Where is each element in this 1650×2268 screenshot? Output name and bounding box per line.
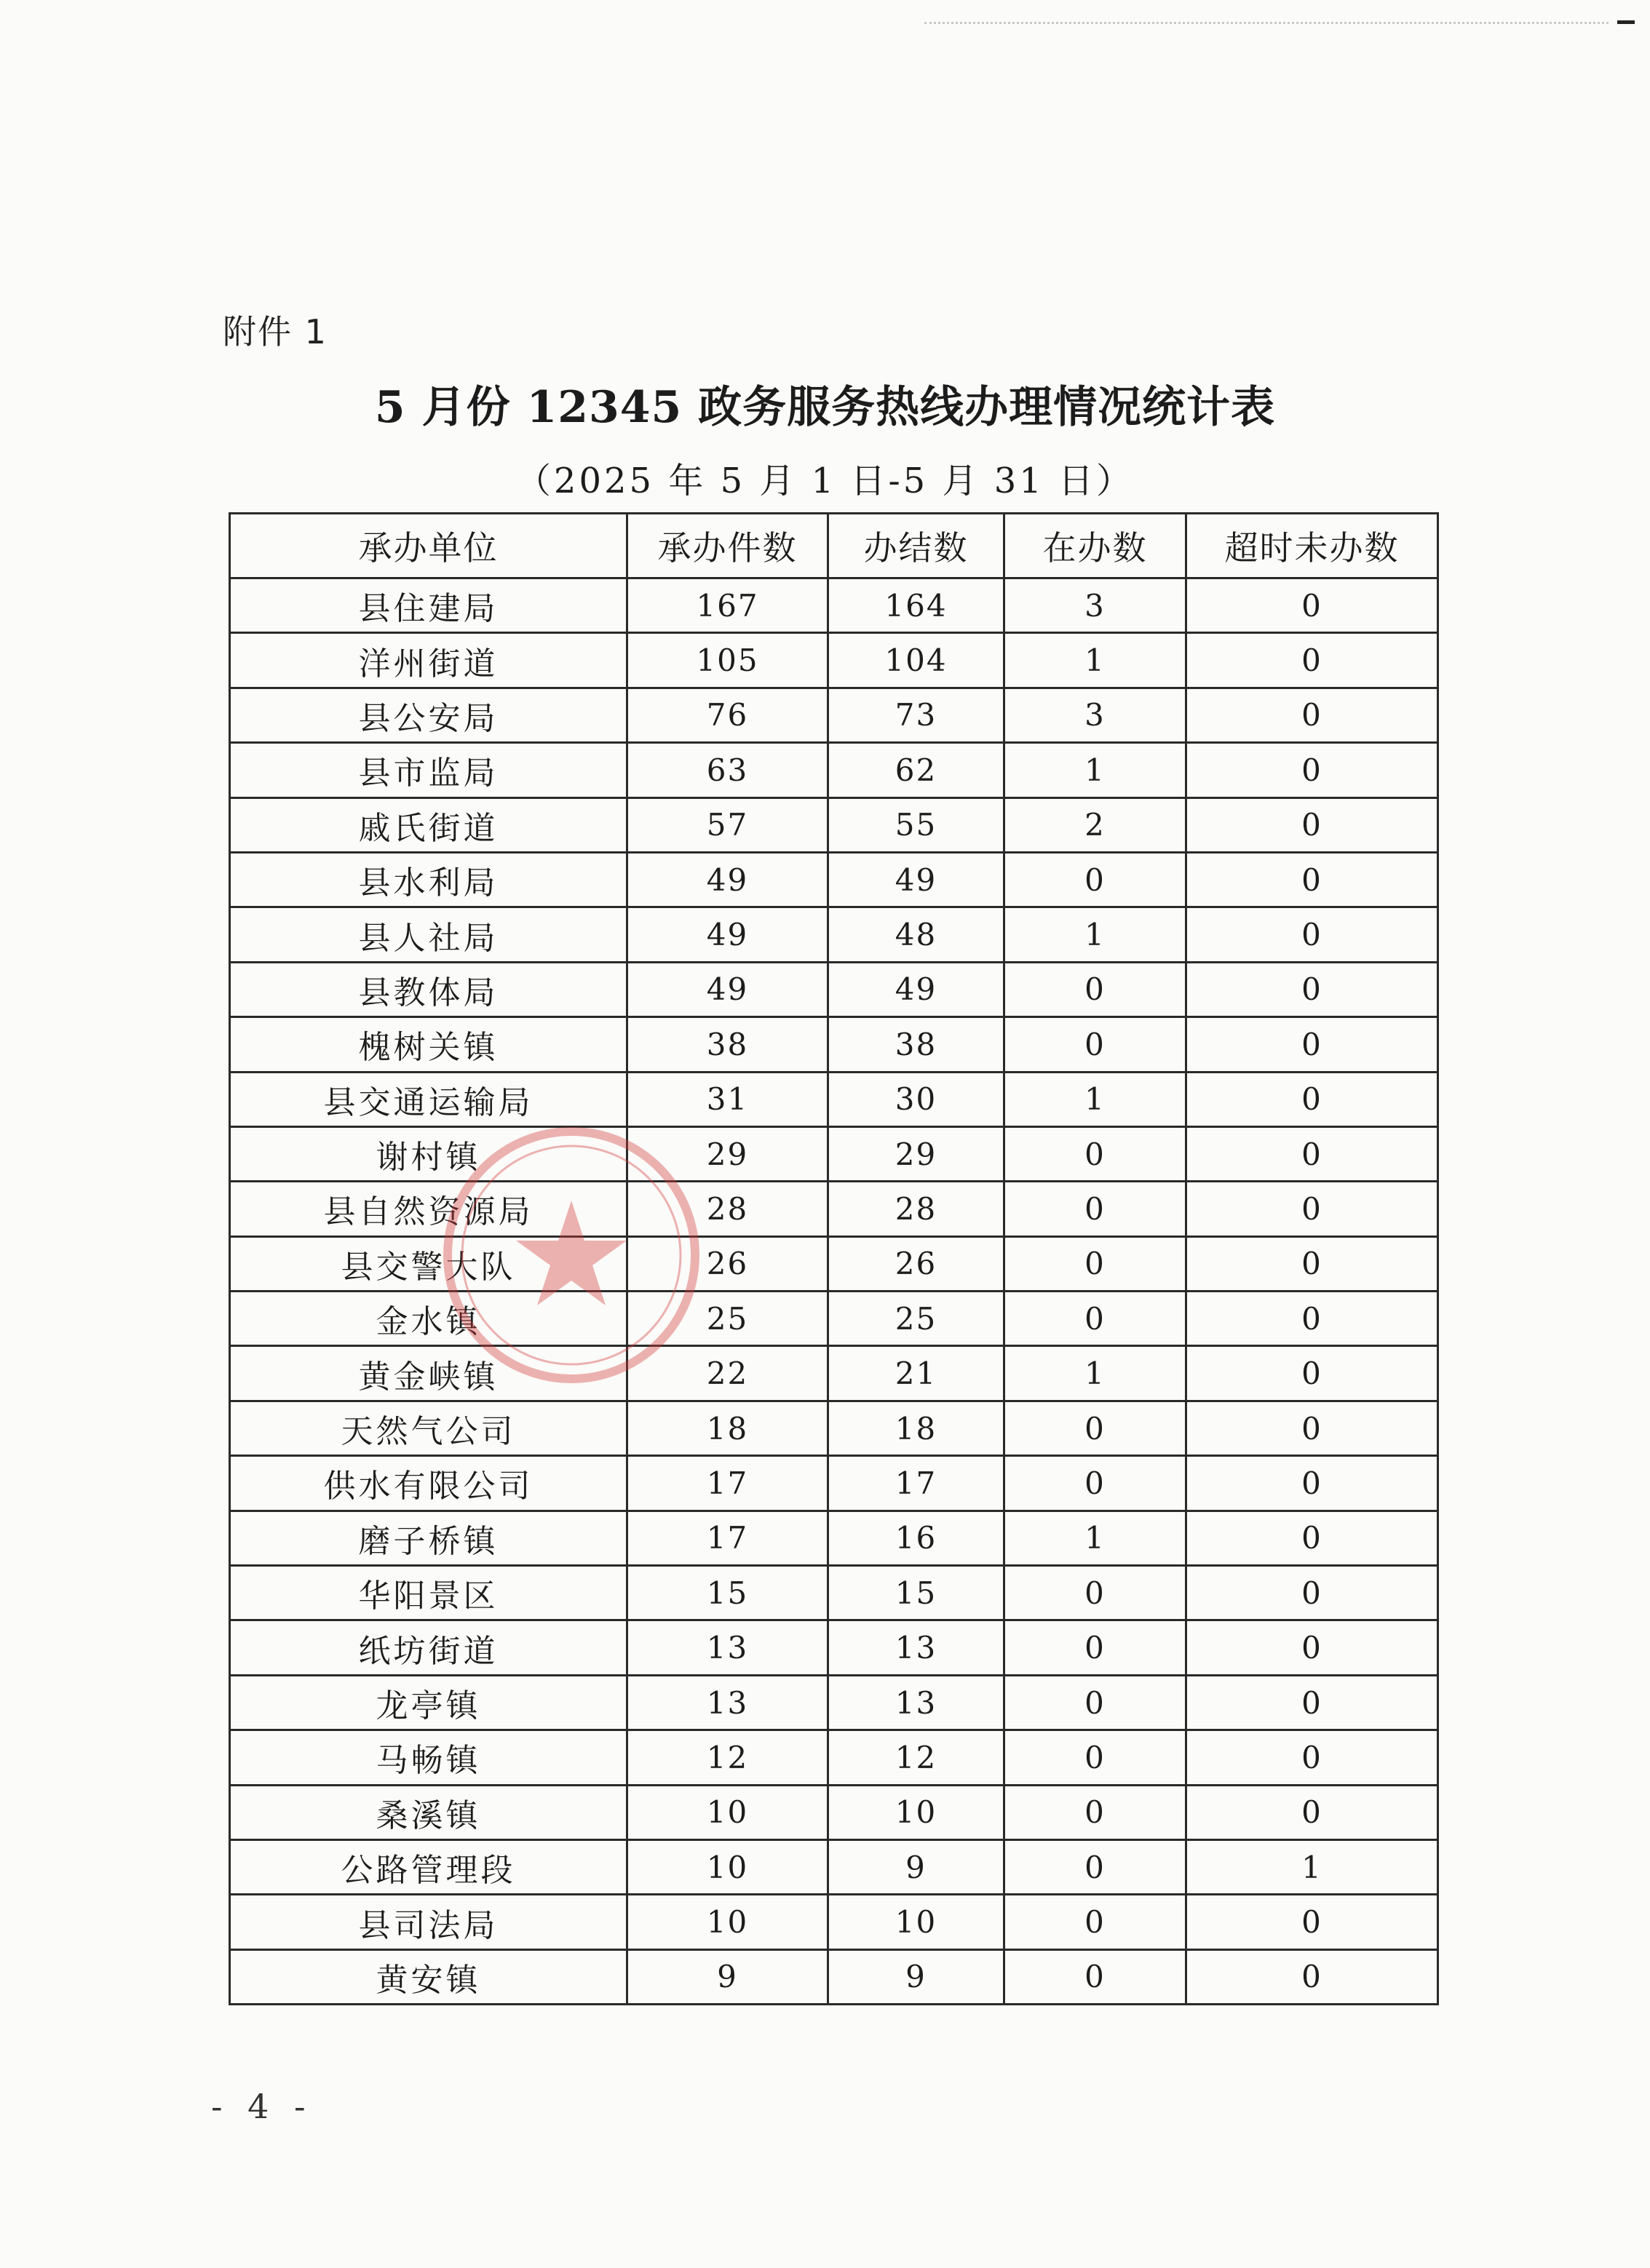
cell-in-progress: 1 bbox=[1004, 743, 1186, 797]
cell-unit: 县住建局 bbox=[230, 578, 627, 633]
cell-in-progress: 3 bbox=[1004, 578, 1186, 633]
cell-overdue: 0 bbox=[1186, 1072, 1438, 1126]
cell-received: 31 bbox=[627, 1072, 828, 1126]
cell-received: 76 bbox=[627, 688, 828, 742]
table-row bbox=[230, 1566, 1438, 1620]
cell-overdue: 0 bbox=[1186, 1456, 1438, 1511]
table-row bbox=[230, 1949, 1438, 2004]
cell-overdue: 0 bbox=[1186, 1785, 1438, 1839]
cell-received: 15 bbox=[627, 1566, 828, 1620]
table-row bbox=[230, 1456, 1438, 1511]
cell-overdue: 0 bbox=[1186, 962, 1438, 1016]
cell-in-progress: 1 bbox=[1004, 1511, 1186, 1565]
table-row bbox=[230, 1675, 1438, 1730]
table-row bbox=[230, 1346, 1438, 1401]
cell-overdue: 0 bbox=[1186, 1401, 1438, 1455]
cell-overdue: 0 bbox=[1186, 743, 1438, 797]
table-header-row bbox=[230, 514, 1438, 578]
cell-completed: 28 bbox=[828, 1182, 1004, 1236]
cell-overdue: 0 bbox=[1186, 1346, 1438, 1401]
column-header-completed: 办结数 bbox=[828, 514, 1004, 578]
cell-unit: 天然气公司 bbox=[230, 1401, 627, 1455]
cell-in-progress: 0 bbox=[1004, 962, 1186, 1016]
cell-overdue: 0 bbox=[1186, 1511, 1438, 1565]
cell-in-progress: 0 bbox=[1004, 1785, 1186, 1839]
cell-received: 167 bbox=[627, 578, 828, 633]
cell-overdue: 1 bbox=[1186, 1839, 1438, 1894]
cell-unit: 龙亭镇 bbox=[230, 1675, 627, 1730]
cell-overdue: 0 bbox=[1186, 633, 1438, 688]
date-range-subtitle: （2025 年 5 月 1 日-5 月 31 日） bbox=[515, 461, 1135, 501]
cell-overdue: 0 bbox=[1186, 907, 1438, 962]
cell-received: 10 bbox=[627, 1839, 828, 1894]
cell-overdue: 0 bbox=[1186, 1566, 1438, 1620]
cell-unit: 磨子桥镇 bbox=[230, 1511, 627, 1565]
table-row bbox=[230, 907, 1438, 962]
column-header-unit: 承办单位 bbox=[230, 514, 627, 578]
cell-unit: 纸坊街道 bbox=[230, 1620, 627, 1675]
cell-completed: 25 bbox=[828, 1292, 1004, 1346]
cell-received: 105 bbox=[627, 633, 828, 688]
cell-completed: 164 bbox=[828, 578, 1004, 633]
cell-received: 57 bbox=[627, 797, 828, 852]
cell-received: 17 bbox=[627, 1456, 828, 1511]
table-body bbox=[230, 578, 1438, 2005]
cell-in-progress: 1 bbox=[1004, 633, 1186, 688]
cell-received: 26 bbox=[627, 1236, 828, 1291]
cell-unit: 供水有限公司 bbox=[230, 1456, 627, 1511]
cell-unit: 谢村镇 bbox=[230, 1126, 627, 1181]
hotline-stats-table bbox=[229, 512, 1439, 2005]
cell-in-progress: 0 bbox=[1004, 1456, 1186, 1511]
table-row bbox=[230, 688, 1438, 742]
cell-overdue: 0 bbox=[1186, 688, 1438, 742]
cell-unit: 洋州街道 bbox=[230, 633, 627, 688]
cell-overdue: 0 bbox=[1186, 1895, 1438, 1949]
cell-received: 38 bbox=[627, 1017, 828, 1072]
cell-received: 9 bbox=[627, 1949, 828, 2004]
cell-in-progress: 0 bbox=[1004, 1620, 1186, 1675]
table-row bbox=[230, 797, 1438, 852]
column-header-overdue: 超时未办数 bbox=[1186, 514, 1438, 578]
cell-in-progress: 1 bbox=[1004, 1072, 1186, 1126]
cell-received: 25 bbox=[627, 1292, 828, 1346]
cell-unit: 金水镇 bbox=[230, 1292, 627, 1346]
cell-received: 10 bbox=[627, 1895, 828, 1949]
cell-overdue: 0 bbox=[1186, 797, 1438, 852]
table-row bbox=[230, 1236, 1438, 1291]
table-row bbox=[230, 1511, 1438, 1565]
table-row bbox=[230, 743, 1438, 797]
cell-unit: 县人社局 bbox=[230, 907, 627, 962]
cell-unit: 华阳景区 bbox=[230, 1566, 627, 1620]
cell-received: 63 bbox=[627, 743, 828, 797]
cell-unit: 县交通运输局 bbox=[230, 1072, 627, 1126]
cell-unit: 桑溪镇 bbox=[230, 1785, 627, 1839]
cell-completed: 38 bbox=[828, 1017, 1004, 1072]
cell-received: 29 bbox=[627, 1126, 828, 1181]
cell-received: 13 bbox=[627, 1675, 828, 1730]
table-row bbox=[230, 633, 1438, 688]
table-row bbox=[230, 1182, 1438, 1236]
cell-completed: 13 bbox=[828, 1620, 1004, 1675]
cell-in-progress: 2 bbox=[1004, 797, 1186, 852]
cell-overdue: 0 bbox=[1186, 1236, 1438, 1291]
cell-received: 22 bbox=[627, 1346, 828, 1401]
table-row bbox=[230, 1895, 1438, 1949]
cell-completed: 48 bbox=[828, 907, 1004, 962]
page-title: 5 月份 12345 政务服务热线办理情况统计表 bbox=[374, 382, 1276, 433]
cell-completed: 55 bbox=[828, 797, 1004, 852]
table-row bbox=[230, 578, 1438, 633]
scan-top-mark bbox=[1617, 20, 1635, 24]
cell-received: 28 bbox=[627, 1182, 828, 1236]
cell-in-progress: 0 bbox=[1004, 1401, 1186, 1455]
cell-received: 10 bbox=[627, 1785, 828, 1839]
cell-received: 49 bbox=[627, 962, 828, 1016]
cell-overdue: 0 bbox=[1186, 1017, 1438, 1072]
cell-overdue: 0 bbox=[1186, 1126, 1438, 1181]
cell-in-progress: 0 bbox=[1004, 1182, 1186, 1236]
table-row bbox=[230, 1620, 1438, 1675]
cell-unit: 槐树关镇 bbox=[230, 1017, 627, 1072]
cell-unit: 县教体局 bbox=[230, 962, 627, 1016]
table-row bbox=[230, 1785, 1438, 1839]
cell-completed: 18 bbox=[828, 1401, 1004, 1455]
cell-unit: 公路管理段 bbox=[230, 1839, 627, 1894]
cell-overdue: 0 bbox=[1186, 578, 1438, 633]
table-row bbox=[230, 1126, 1438, 1181]
cell-in-progress: 0 bbox=[1004, 1895, 1186, 1949]
table-row bbox=[230, 962, 1438, 1016]
scan-top-rule bbox=[924, 22, 1609, 24]
cell-completed: 30 bbox=[828, 1072, 1004, 1126]
cell-overdue: 0 bbox=[1186, 1182, 1438, 1236]
cell-overdue: 0 bbox=[1186, 1292, 1438, 1346]
cell-in-progress: 1 bbox=[1004, 907, 1186, 962]
cell-unit: 县水利局 bbox=[230, 852, 627, 907]
cell-in-progress: 0 bbox=[1004, 1292, 1186, 1346]
cell-in-progress: 0 bbox=[1004, 1236, 1186, 1291]
cell-overdue: 0 bbox=[1186, 852, 1438, 907]
cell-completed: 49 bbox=[828, 852, 1004, 907]
cell-in-progress: 0 bbox=[1004, 1839, 1186, 1894]
cell-completed: 16 bbox=[828, 1511, 1004, 1565]
cell-completed: 21 bbox=[828, 1346, 1004, 1401]
cell-completed: 49 bbox=[828, 962, 1004, 1016]
cell-in-progress: 0 bbox=[1004, 1730, 1186, 1785]
table-row bbox=[230, 1839, 1438, 1894]
cell-overdue: 0 bbox=[1186, 1730, 1438, 1785]
cell-completed: 10 bbox=[828, 1895, 1004, 1949]
cell-completed: 12 bbox=[828, 1730, 1004, 1785]
cell-received: 13 bbox=[627, 1620, 828, 1675]
cell-unit: 黄金峡镇 bbox=[230, 1346, 627, 1401]
cell-overdue: 0 bbox=[1186, 1620, 1438, 1675]
cell-unit: 戚氏街道 bbox=[230, 797, 627, 852]
cell-in-progress: 1 bbox=[1004, 1346, 1186, 1401]
cell-completed: 10 bbox=[828, 1785, 1004, 1839]
cell-received: 49 bbox=[627, 907, 828, 962]
cell-received: 18 bbox=[627, 1401, 828, 1455]
cell-unit: 黄安镇 bbox=[230, 1949, 627, 2004]
cell-unit: 县自然资源局 bbox=[230, 1182, 627, 1236]
page-number: - 4 - bbox=[211, 2087, 313, 2126]
cell-overdue: 0 bbox=[1186, 1675, 1438, 1730]
table-row bbox=[230, 1401, 1438, 1455]
cell-received: 12 bbox=[627, 1730, 828, 1785]
cell-unit: 马畅镇 bbox=[230, 1730, 627, 1785]
cell-completed: 26 bbox=[828, 1236, 1004, 1291]
table-row bbox=[230, 852, 1438, 907]
cell-in-progress: 0 bbox=[1004, 1949, 1186, 2004]
cell-completed: 62 bbox=[828, 743, 1004, 797]
cell-completed: 9 bbox=[828, 1839, 1004, 1894]
cell-in-progress: 0 bbox=[1004, 1017, 1186, 1072]
cell-completed: 104 bbox=[828, 633, 1004, 688]
cell-unit: 县司法局 bbox=[230, 1895, 627, 1949]
cell-unit: 县市监局 bbox=[230, 743, 627, 797]
cell-in-progress: 0 bbox=[1004, 1675, 1186, 1730]
cell-in-progress: 0 bbox=[1004, 1126, 1186, 1181]
table-row bbox=[230, 1072, 1438, 1126]
cell-in-progress: 0 bbox=[1004, 852, 1186, 907]
cell-completed: 9 bbox=[828, 1949, 1004, 2004]
cell-completed: 73 bbox=[828, 688, 1004, 742]
cell-in-progress: 0 bbox=[1004, 1566, 1186, 1620]
cell-overdue: 0 bbox=[1186, 1949, 1438, 2004]
cell-received: 49 bbox=[627, 852, 828, 907]
cell-completed: 15 bbox=[828, 1566, 1004, 1620]
attachment-label: 附件 1 bbox=[223, 312, 328, 351]
table-row bbox=[230, 1017, 1438, 1072]
cell-completed: 29 bbox=[828, 1126, 1004, 1181]
table-row bbox=[230, 1730, 1438, 1785]
column-header-in-progress: 在办数 bbox=[1004, 514, 1186, 578]
cell-received: 17 bbox=[627, 1511, 828, 1565]
cell-completed: 13 bbox=[828, 1675, 1004, 1730]
cell-unit: 县交警大队 bbox=[230, 1236, 627, 1291]
cell-unit: 县公安局 bbox=[230, 688, 627, 742]
column-header-received: 承办件数 bbox=[627, 514, 828, 578]
table-row bbox=[230, 1292, 1438, 1346]
cell-in-progress: 3 bbox=[1004, 688, 1186, 742]
cell-completed: 17 bbox=[828, 1456, 1004, 1511]
